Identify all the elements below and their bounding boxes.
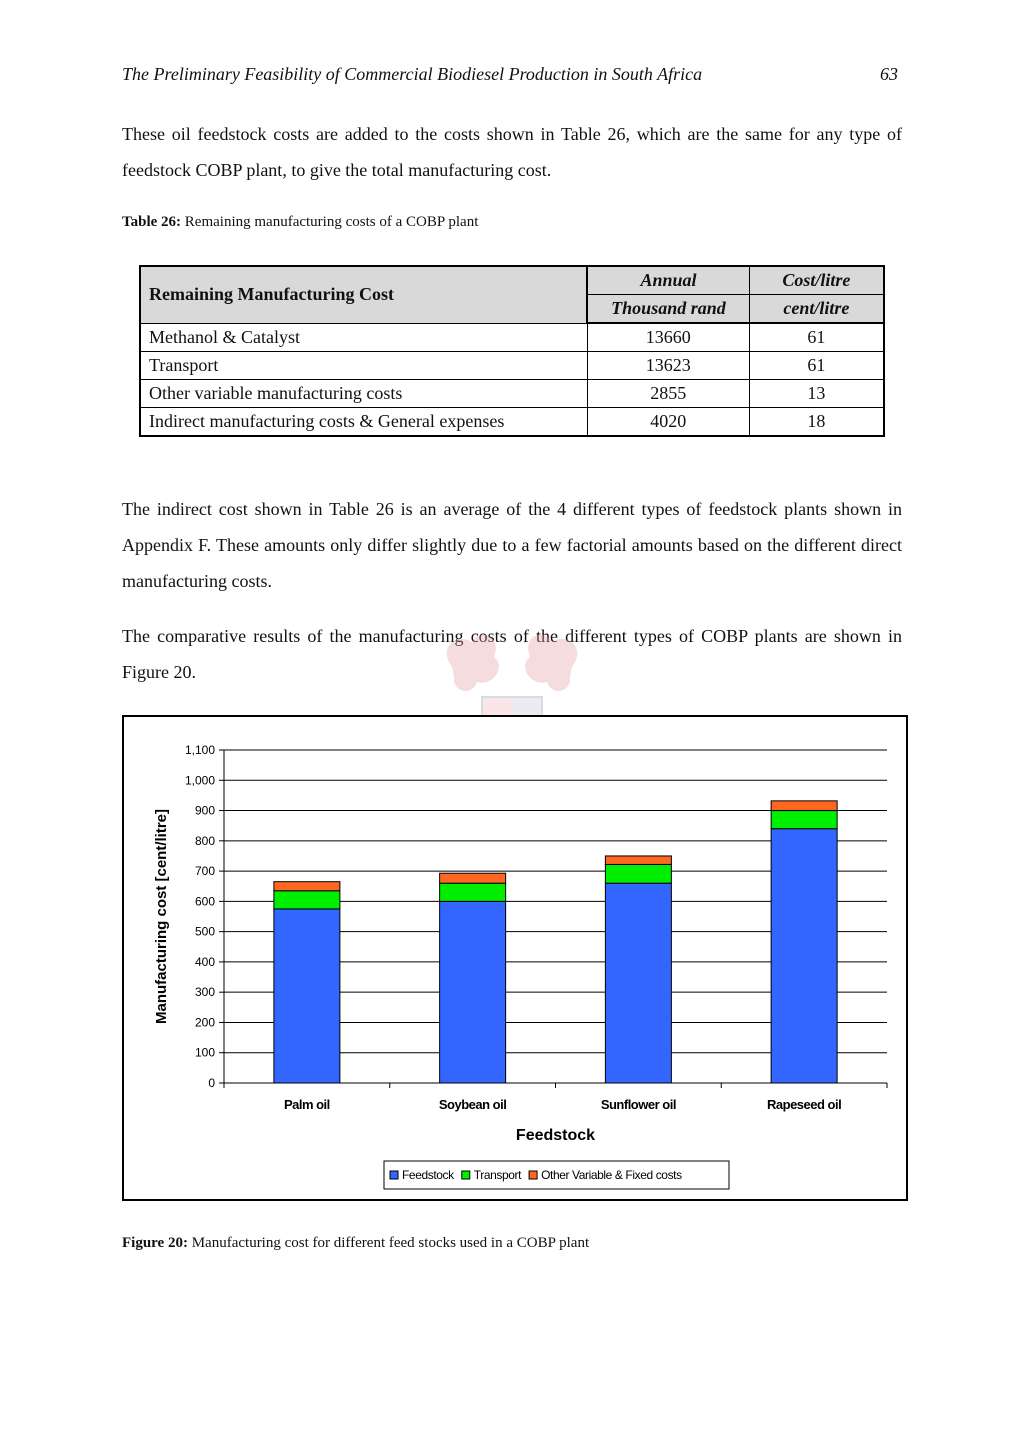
bar-segment (440, 873, 506, 883)
y-axis-label: Manufacturing cost [cent/litre] (153, 808, 170, 1025)
legend-swatch (529, 1171, 537, 1179)
running-title: The Preliminary Feasibility of Commercial Biodiesel Production in South Africa (122, 64, 703, 84)
bar-segment (605, 864, 671, 883)
bar-segment (771, 801, 837, 811)
y-tick-label: 100 (194, 1045, 215, 1060)
y-tick-label: 600 (194, 894, 215, 909)
paragraph-3: The comparative results of the manufacturing costs of the different types of COBP plants are shown in Figure 20. (122, 626, 902, 682)
paragraph-1: These oil feedstock costs are added to the costs shown in Table 26, which are the same for any type of feedstock COBP plant, to give the total manufacturing cost. (122, 124, 902, 180)
legend-label: Transport (473, 1168, 522, 1182)
x-tick-label: Palm oil (283, 1097, 330, 1112)
table-caption (122, 214, 478, 231)
table-header-cost-per-litre: Cost/litre (749, 266, 884, 295)
legend-swatch (390, 1171, 398, 1179)
chart-frame (122, 715, 908, 1201)
figure-caption (122, 1235, 589, 1252)
running-header (122, 64, 898, 85)
y-tick-label: 0 (208, 1076, 215, 1090)
table-cell-item: Other variable manufacturing costs (140, 380, 587, 408)
bar-segment (440, 883, 506, 901)
bar-segment (274, 891, 340, 909)
stacked-bar-chart (124, 717, 906, 1199)
table-cell-per-litre: 61 (749, 352, 884, 380)
x-tick-label: Rapeseed oil (767, 1097, 842, 1112)
y-tick-label: 1,100 (184, 743, 215, 757)
table-cell-per-litre: 61 (749, 323, 884, 352)
y-tick-label: 300 (194, 985, 215, 1000)
y-tick-label: 400 (194, 954, 215, 969)
table-header-item: Remaining Manufacturing Cost (140, 266, 587, 323)
x-axis-label: Feedstock (515, 1127, 596, 1144)
bar-segment (605, 856, 671, 864)
legend-swatch (462, 1171, 470, 1179)
table-caption-text: Remaining manufacturing costs of a COBP plant (181, 214, 479, 230)
x-tick-label: Sunflower oil (600, 1097, 676, 1112)
x-tick-label: Soybean oil (438, 1097, 507, 1112)
table-caption-label: Table 26: (122, 214, 182, 230)
cost-table (139, 265, 885, 437)
figure-caption-label: Figure 20: (122, 1235, 188, 1251)
table-row (140, 323, 884, 352)
table-cell-item: Transport (140, 352, 587, 380)
table-row (140, 408, 884, 437)
table-unit-cost-per-litre: cent/litre (749, 295, 884, 324)
table-row (140, 352, 884, 380)
paragraph-2: The indirect cost shown in Table 26 is an average of the 4 different types of feedstock plants shown in Appendix F. These amounts only differ slightly due to a few factorial amounts based on the different direct manufacturing costs. (122, 499, 902, 591)
table-cell-annual: 13623 (587, 352, 749, 380)
bar-segment (274, 882, 340, 891)
y-tick-label: 1,000 (184, 773, 215, 788)
table-cell-per-litre: 13 (749, 380, 884, 408)
bar-segment (771, 829, 837, 1083)
y-tick-label: 500 (194, 924, 215, 939)
table-cell-per-litre: 18 (749, 408, 884, 437)
y-tick-label: 200 (194, 1015, 215, 1030)
y-tick-label: 900 (194, 803, 215, 818)
page-number: 63 (880, 64, 898, 84)
table-header-annual: Annual (587, 266, 749, 295)
figure-caption-text: Manufacturing cost for different feed stocks used in a COBP plant (187, 1235, 590, 1251)
legend-label: Feedstock (402, 1168, 454, 1182)
bar-segment (440, 901, 506, 1083)
y-tick-label: 700 (194, 864, 215, 879)
bar-segment (771, 811, 837, 829)
table-row (140, 380, 884, 408)
bar-segment (605, 883, 671, 1083)
table-cell-item: Methanol & Catalyst (140, 323, 587, 352)
table-unit-annual: Thousand rand (587, 295, 749, 324)
table-cell-annual: 2855 (587, 380, 749, 408)
table-cell-annual: 4020 (587, 408, 749, 437)
table-cell-item: Indirect manufacturing costs & General expenses (140, 408, 587, 437)
bar-segment (274, 909, 340, 1083)
table-cell-annual: 13660 (587, 323, 749, 352)
y-tick-label: 800 (194, 833, 215, 848)
legend-label: Other Variable & Fixed costs (541, 1168, 682, 1182)
